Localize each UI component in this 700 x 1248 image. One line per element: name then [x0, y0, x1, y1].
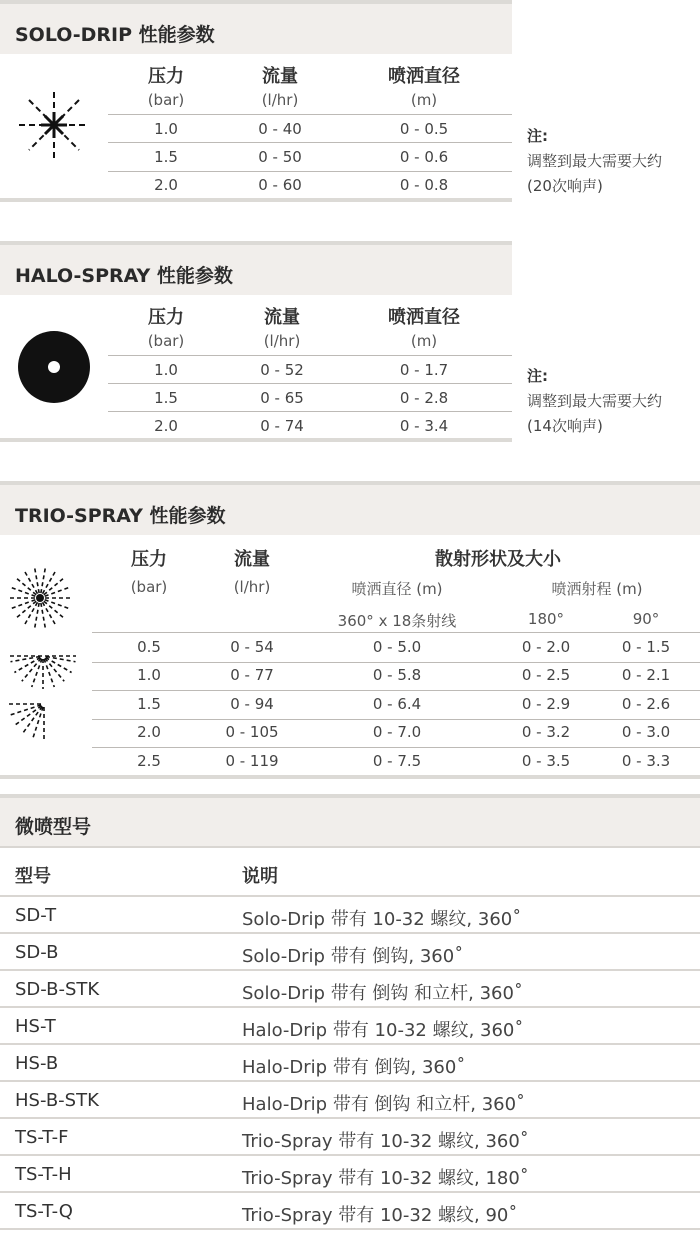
- table-rule: [0, 895, 700, 897]
- divider: [0, 775, 700, 779]
- cell: 2.0: [154, 176, 178, 194]
- cell: 0 - 2.8: [399, 389, 449, 407]
- table-rule: [0, 1117, 700, 1119]
- col-header-description: 说明: [242, 866, 278, 887]
- halo-disc-icon: [17, 330, 91, 404]
- cell: 0 - 0.5: [399, 120, 449, 138]
- model-code: HS-B-STK: [15, 1090, 99, 1111]
- sub-header-diameter: 喷洒直径 (m): [351, 580, 443, 598]
- col-header-flow: 流量: [234, 549, 270, 570]
- cell: 0 - 65: [260, 389, 304, 407]
- model-description: Solo-Drip 带有 10-32 螺纹, 360˚: [242, 909, 522, 930]
- divider: [0, 198, 512, 202]
- cell: 0 - 105: [225, 723, 279, 742]
- model-code: HS-B: [15, 1053, 59, 1074]
- table-rule: [92, 690, 700, 691]
- col-header-flow: 流量: [262, 66, 298, 87]
- model-code: HS-T: [15, 1016, 56, 1037]
- section-title: HALO-SPRAY 性能参数: [15, 265, 233, 287]
- model-code: TS-T-Q: [15, 1201, 73, 1222]
- table-rule: [108, 171, 512, 172]
- cell: 0 - 3.5: [521, 751, 571, 770]
- cell: 1.5: [154, 148, 178, 166]
- cell: 1.0: [137, 666, 161, 685]
- note-title: 注:: [527, 127, 548, 145]
- model-code: SD-B: [15, 942, 59, 963]
- cell: 0 - 52: [260, 361, 304, 379]
- spray-90-icon: [8, 700, 48, 742]
- cell: 1.0: [154, 120, 178, 138]
- table-rule: [0, 1006, 700, 1008]
- starburst-icon: [17, 90, 91, 160]
- cell: 0 - 119: [225, 751, 279, 770]
- cell: 2.0: [154, 417, 178, 435]
- cell: 0 - 5.8: [372, 666, 422, 685]
- model-description: Solo-Drip 带有 倒钩, 360˚: [242, 946, 464, 967]
- unit-flow: (l/hr): [233, 578, 271, 596]
- table-rule: [108, 114, 512, 115]
- cell: 1.0: [154, 361, 178, 379]
- cell: 0 - 7.0: [372, 723, 422, 742]
- section-header: [0, 245, 512, 295]
- unit-pressure: (bar): [130, 578, 168, 596]
- cell: 2.5: [137, 751, 161, 770]
- cell: 1.5: [137, 694, 161, 713]
- col-header-pressure: 压力: [148, 307, 184, 328]
- section-header: [0, 798, 700, 846]
- model-code: TS-T-H: [15, 1164, 72, 1185]
- cell: 0 - 77: [230, 666, 274, 685]
- cell: 0 - 6.4: [372, 694, 422, 713]
- table-rule: [0, 969, 700, 971]
- sub-header-180: 180°: [527, 610, 565, 628]
- col-header-diameter: 喷洒直径: [388, 66, 460, 87]
- model-description: Halo-Drip 带有 倒钩 和立杆, 360˚: [242, 1094, 526, 1115]
- unit-diameter: (m): [410, 91, 438, 109]
- cell: 0 - 0.6: [399, 148, 449, 166]
- table-rule: [108, 383, 512, 384]
- note-line: 调整到最大需要大约: [527, 152, 663, 170]
- model-description: Solo-Drip 带有 倒钩 和立杆, 360˚: [242, 983, 523, 1004]
- table-rule: [92, 662, 700, 663]
- cell: 0 - 3.3: [621, 751, 671, 770]
- table-rule: [108, 355, 512, 356]
- col-header-model: 型号: [15, 866, 51, 887]
- col-header-pressure: 压力: [148, 66, 184, 87]
- table-rule: [92, 719, 700, 720]
- cell: 0.5: [137, 638, 161, 656]
- cell: 0 - 94: [230, 694, 274, 713]
- cell: 0 - 2.9: [521, 694, 571, 713]
- table-rule: [0, 1191, 700, 1193]
- note-line: (14次响声): [527, 417, 603, 435]
- note: [527, 124, 662, 199]
- cell: 0 - 40: [258, 120, 302, 138]
- col-header-pressure: 压力: [131, 549, 167, 570]
- cell: 0 - 60: [258, 176, 302, 194]
- unit-pressure: (bar): [147, 91, 185, 109]
- col-header-flow: 流量: [264, 307, 300, 328]
- sub-header-range: 喷洒射程 (m): [551, 580, 643, 598]
- cell: 0 - 2.5: [521, 666, 571, 685]
- table-rule: [0, 1154, 700, 1156]
- cell: 0 - 3.0: [621, 723, 671, 742]
- model-description: Trio-Spray 带有 10-32 螺纹, 180˚: [242, 1168, 529, 1189]
- model-description: Trio-Spray 带有 10-32 螺纹, 90˚: [242, 1205, 518, 1226]
- cell: 0 - 50: [258, 148, 302, 166]
- table-rule: [108, 411, 512, 412]
- unit-flow: (l/hr): [263, 332, 301, 350]
- cell: 0 - 3.4: [399, 417, 449, 435]
- cell: 0 - 3.2: [521, 723, 571, 742]
- spray-360-icon: [5, 563, 75, 633]
- note-title: 注:: [527, 367, 548, 385]
- section-title: 微喷型号: [15, 816, 92, 838]
- table-rule: [0, 846, 700, 848]
- divider: [0, 438, 512, 442]
- cell: 0 - 0.8: [399, 176, 449, 194]
- model-description: Trio-Spray 带有 10-32 螺纹, 360˚: [242, 1131, 529, 1152]
- note-line: (20次响声): [527, 177, 603, 195]
- model-code: SD-T: [15, 905, 57, 926]
- section-title: SOLO-DRIP 性能参数: [15, 24, 215, 46]
- cell: 0 - 1.7: [399, 361, 449, 379]
- note-line: 调整到最大需要大约: [527, 392, 663, 410]
- cell: 0 - 7.5: [372, 751, 422, 770]
- table-rule: [92, 632, 700, 633]
- sub-header-90: 90°: [632, 610, 660, 628]
- table-rule: [92, 747, 700, 748]
- section-header: [0, 485, 700, 535]
- table-rule: [0, 1228, 700, 1230]
- table-rule: [0, 932, 700, 934]
- cell: 1.5: [154, 389, 178, 407]
- section-header: [0, 4, 512, 54]
- model-code: TS-T-F: [15, 1127, 69, 1148]
- cell: 2.0: [137, 723, 161, 742]
- col-header-pattern: 散射形状及大小: [435, 549, 561, 570]
- cell: 0 - 54: [230, 638, 274, 656]
- cell: 0 - 2.1: [621, 666, 671, 685]
- cell: 0 - 5.0: [372, 638, 422, 656]
- unit-pressure: (bar): [147, 332, 185, 350]
- table-rule: [108, 142, 512, 143]
- section-title: TRIO-SPRAY 性能参数: [15, 505, 226, 527]
- spray-180-icon: [8, 650, 78, 690]
- sub-header-360: 360° x 18条射线: [337, 612, 457, 630]
- cell: 0 - 74: [260, 417, 304, 435]
- cell: 0 - 1.5: [621, 638, 671, 656]
- model-code: SD-B-STK: [15, 979, 100, 1000]
- table-rule: [0, 1080, 700, 1082]
- model-description: Halo-Drip 带有 倒钩, 360˚: [242, 1057, 466, 1078]
- cell: 0 - 2.0: [521, 638, 571, 656]
- col-header-diameter: 喷洒直径: [388, 307, 460, 328]
- model-description: Halo-Drip 带有 10-32 螺纹, 360˚: [242, 1020, 524, 1041]
- cell: 0 - 2.6: [621, 694, 671, 713]
- note: [527, 364, 662, 439]
- table-rule: [0, 1043, 700, 1045]
- unit-flow: (l/hr): [261, 91, 299, 109]
- unit-diameter: (m): [410, 332, 438, 350]
